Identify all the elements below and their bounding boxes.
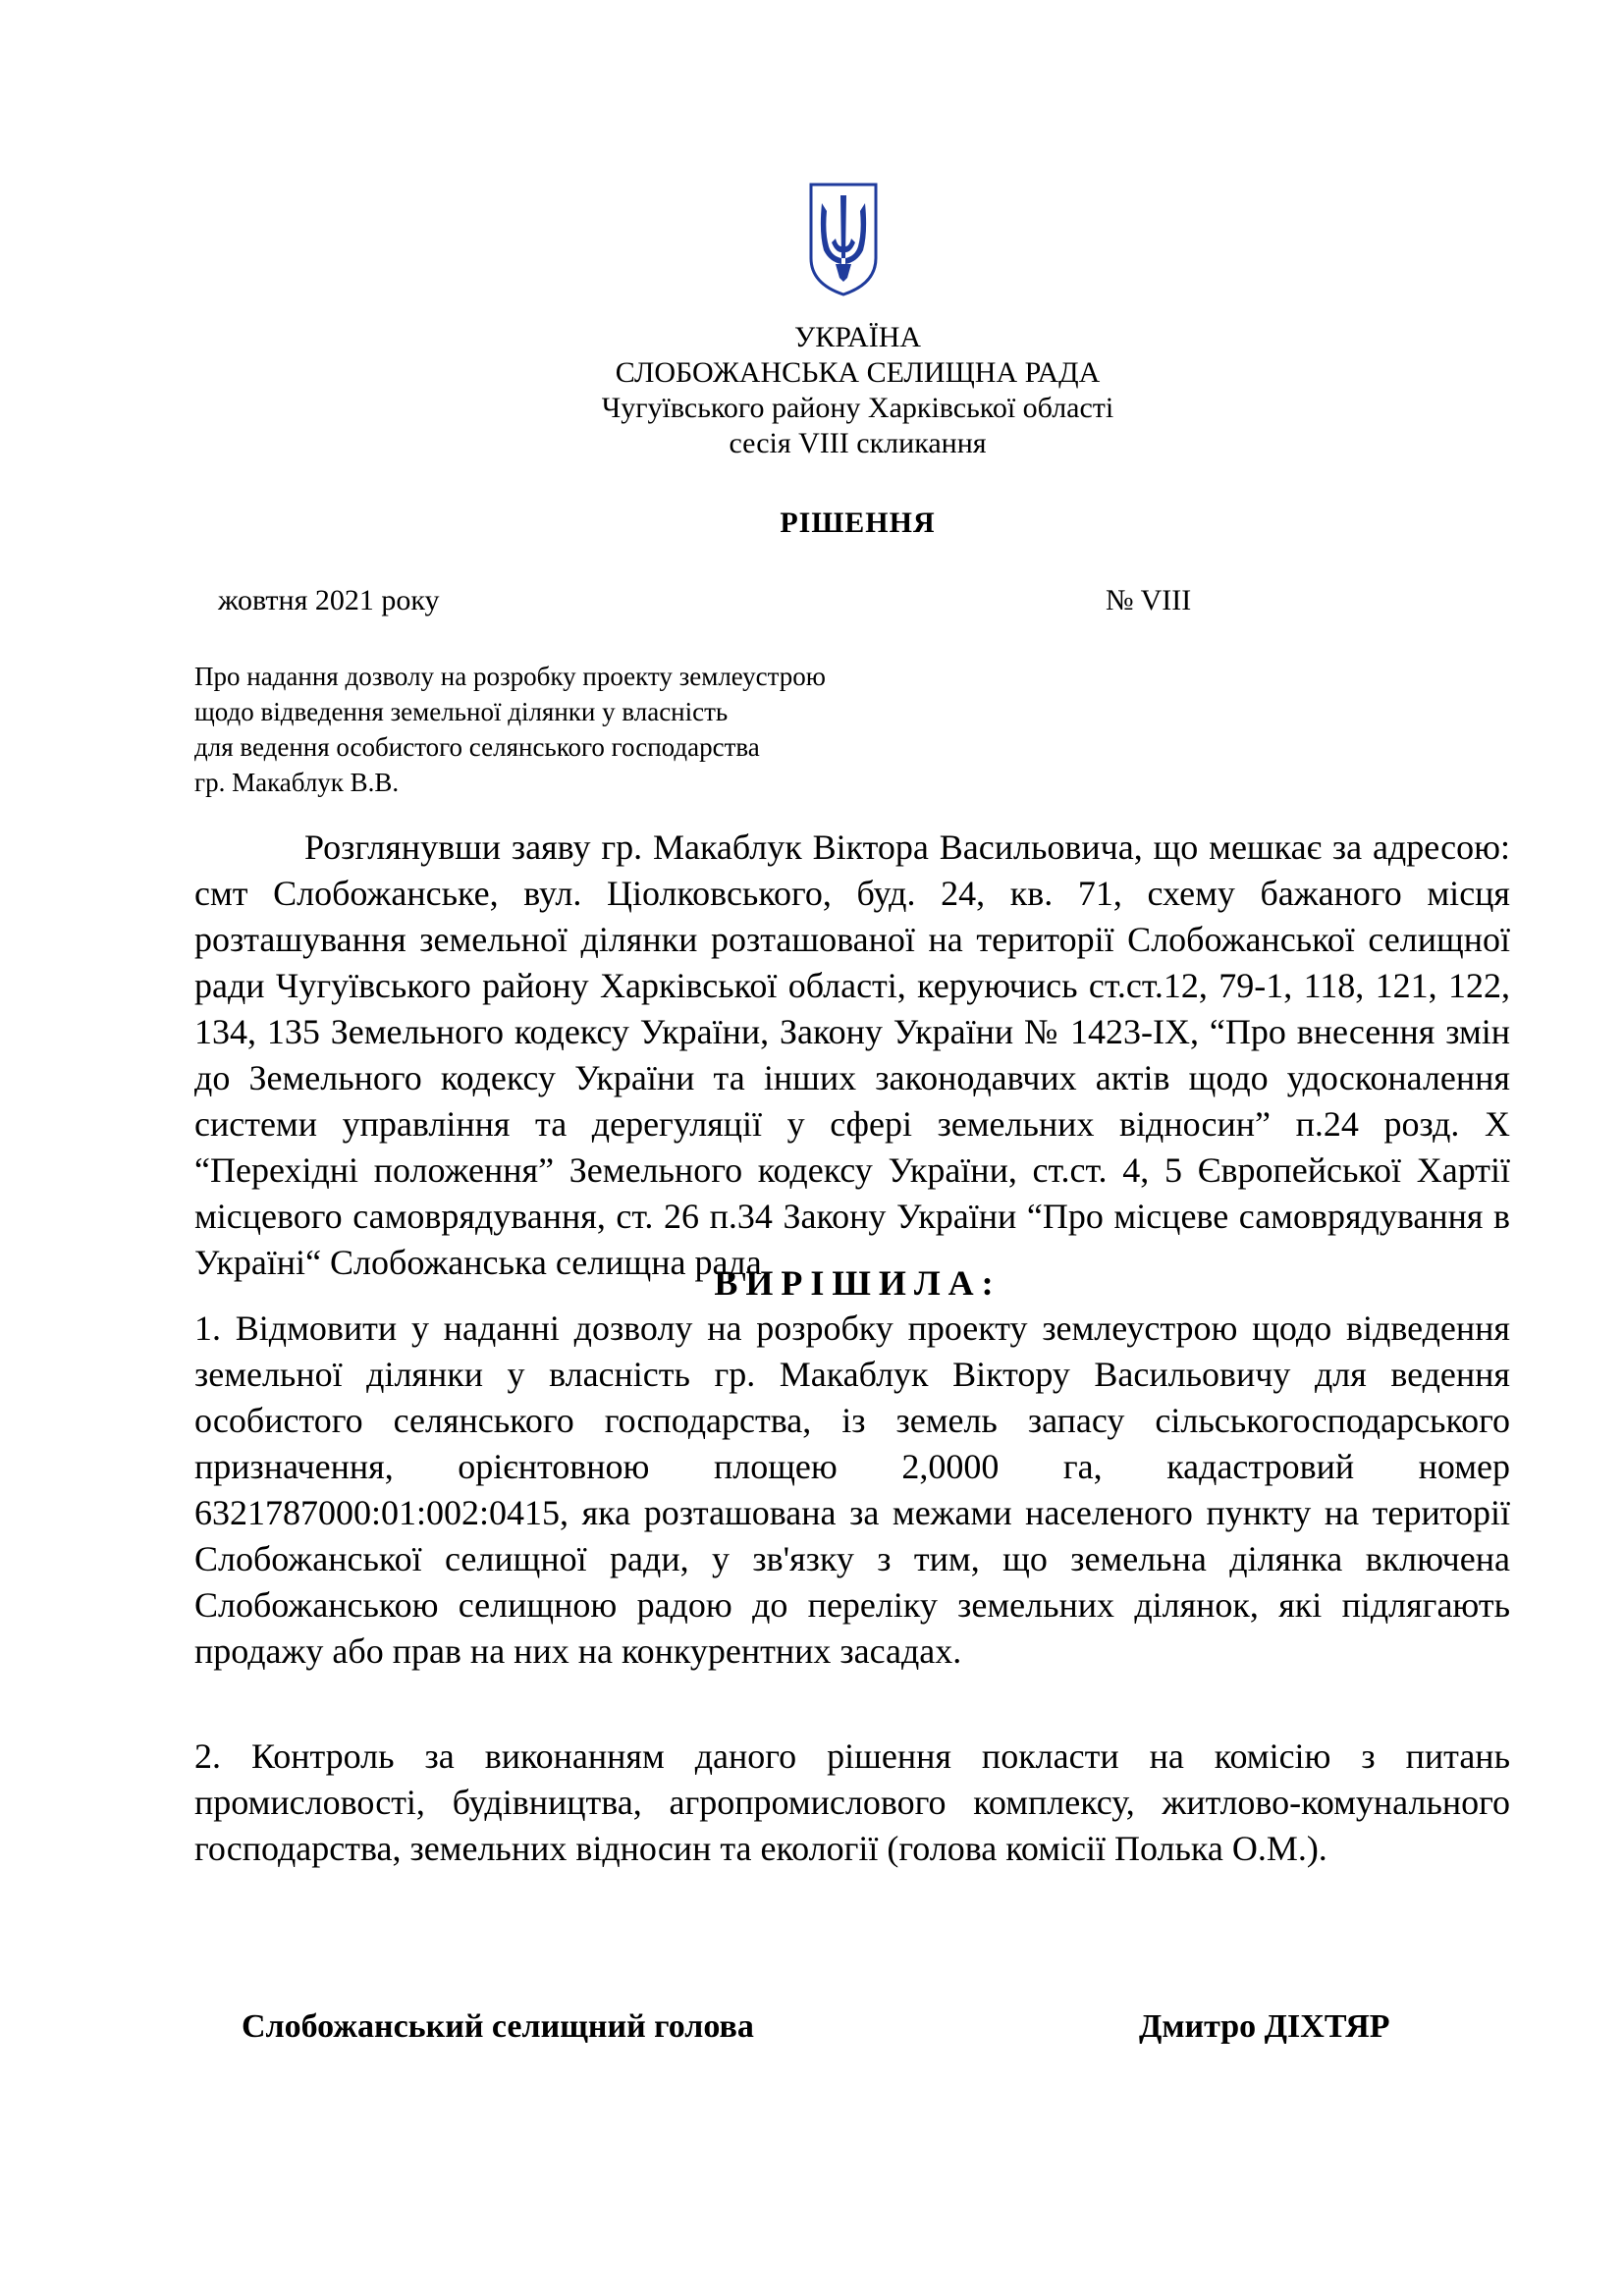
resolved-heading: ВИРІШИЛА: bbox=[714, 1263, 1001, 1303]
district-name: Чугуївського району Харківської області bbox=[601, 392, 1114, 424]
decision-item-2: 2. Контроль за виконанням даного рішення покласти на комісію з питань промисловості, будівництва, агропромислового комплексу, житлово-комунального господарства, земельних відносин та екології (голова комісії Полька О.М.). bbox=[194, 1736, 1510, 1868]
subject-line: гр. Макаблук В.В. bbox=[194, 768, 400, 797]
decision-item-1: 1. Відмовити у наданні дозволу на розробку проекту землеустрою щодо відведення земельної ділянки у власність гр. Макаблук Віктору Васильовичу для ведення особистого селянського господарства, із земель запасу сільськогосподарського призначення, орієнтовною площею 2,0000 га, кадастровий номер 6321787000:01:002:0415, яка розташована за межами населеного пункту на території Слобожанської селищної ради, у зв'язку з тим, що земельна ділянка включена Слобожанською селищною радою до переліку земельних ділянок, які підлягають продажу або прав на них на конкурентних засадах. bbox=[194, 1308, 1510, 1671]
document-header bbox=[0, 320, 1624, 461]
trident-coat-of-arms-icon bbox=[808, 182, 879, 297]
decision-subject bbox=[194, 659, 826, 800]
decision-number: № VIII bbox=[1106, 584, 1192, 616]
council-name: СЛОБОЖАНСЬКА СЕЛИЩНА РАДА bbox=[615, 356, 1101, 389]
signatory-name: Дмитро ДІХТЯР bbox=[1139, 2008, 1390, 2045]
subject-line: Про надання дозволу на розробку проекту землеустрою bbox=[194, 662, 826, 691]
country-name: УКРАЇНА bbox=[793, 321, 922, 353]
subject-line: щодо відведення земельної ділянки у власність bbox=[194, 697, 729, 726]
signatory-position: Слобожанський селищний голова bbox=[242, 2008, 754, 2045]
subject-line: для ведення особистого селянського господарства bbox=[194, 732, 760, 762]
preamble-paragraph: Розглянувши заяву гр. Макаблук Віктора Васильовича, що мешкає за адресою: смт Слобожанське, вул. Ціолковського, буд. 24, кв. 71, схему бажаного місця розташування земельної ділянки розташованої на території Слобожанської селищної ради Чугуївського району Харківської області, керуючись ст.ст.12, 79-1, 118, 121, 122, 134, 135 Земельного кодексу України, Закону України № 1423-IX, “Про внесення змін до Земельного кодексу України та інших законодавчих актів щодо удосконалення системи управління та дерегуляції у сфері земельних відносин” п.24 розд. X “Перехідні положення” Земельного кодексу України, ст.ст. 4, 5 Європейської Хартії місцевого самоврядування, ст. 26 п.34 Закону України “Про місцеве самоврядування в Україні“ Слобожанська селищна рада bbox=[194, 828, 1510, 1282]
decision-title: РІШЕННЯ bbox=[780, 507, 936, 539]
session-name: сесія VIII скликання bbox=[729, 427, 987, 459]
decision-date: жовтня 2021 року bbox=[218, 584, 440, 616]
